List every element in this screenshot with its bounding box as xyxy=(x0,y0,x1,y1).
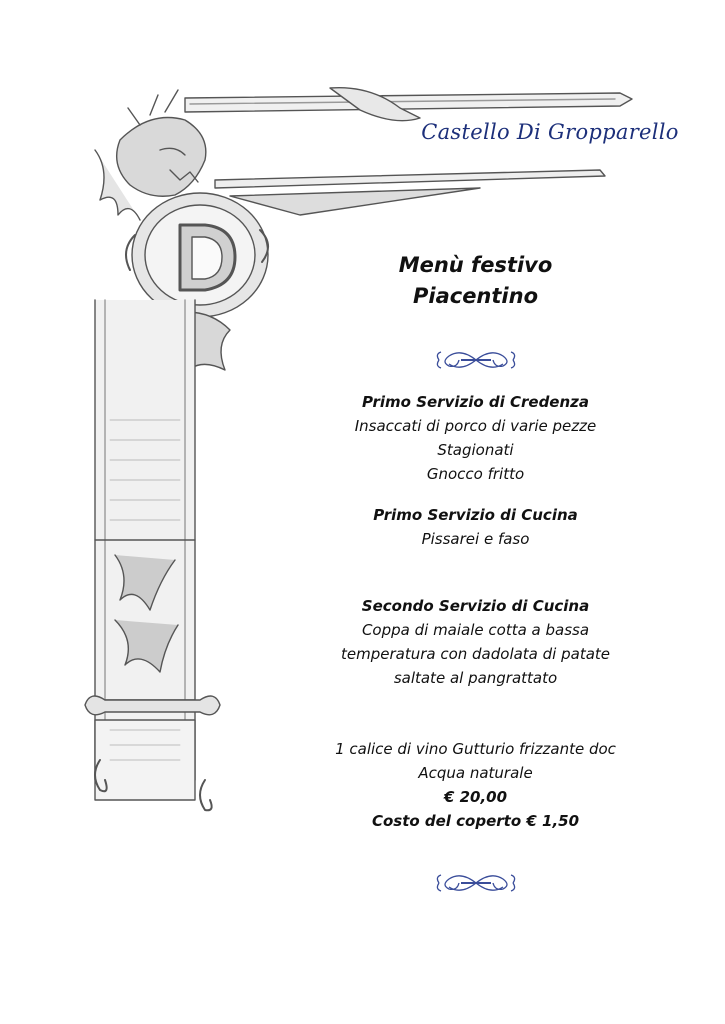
section-title: Primo Servizio di Cucina xyxy=(373,506,578,524)
extras xyxy=(318,737,633,833)
section-credenza xyxy=(318,390,633,486)
menu-item: saltate al pangrattato xyxy=(393,669,558,687)
menu-item: Insaccati di porco di varie pezze xyxy=(354,417,597,435)
menu-item: Stagionati xyxy=(437,441,514,459)
cover-charge: Costo del coperto € 1,50 xyxy=(371,812,580,830)
brand-name: Castello Di Gropparello xyxy=(421,120,679,144)
section-title: Primo Servizio di Credenza xyxy=(361,393,590,411)
menu-price: € 20,00 xyxy=(443,788,508,806)
flourish-divider-icon xyxy=(431,865,521,901)
section-secondo-cucina xyxy=(318,594,633,690)
menu-title-line1: Menù festivo xyxy=(398,253,553,277)
extra-item: Acqua naturale xyxy=(418,764,533,782)
section-title: Secondo Servizio di Cucina xyxy=(361,597,590,615)
extra-item: 1 calice di vino Gutturio frizzante doc xyxy=(335,740,616,758)
section-primo-cucina xyxy=(318,503,633,551)
menu-item: Gnocco fritto xyxy=(426,465,525,483)
menu-content xyxy=(318,250,633,901)
menu-item: temperatura con dadolata di patate xyxy=(340,645,610,663)
flourish-divider-icon xyxy=(431,342,521,378)
menu-title-line2: Piacentino xyxy=(412,284,538,308)
menu-item: Coppa di maiale cotta a bassa xyxy=(361,621,590,639)
menu-item: Pissarei e faso xyxy=(421,530,530,548)
